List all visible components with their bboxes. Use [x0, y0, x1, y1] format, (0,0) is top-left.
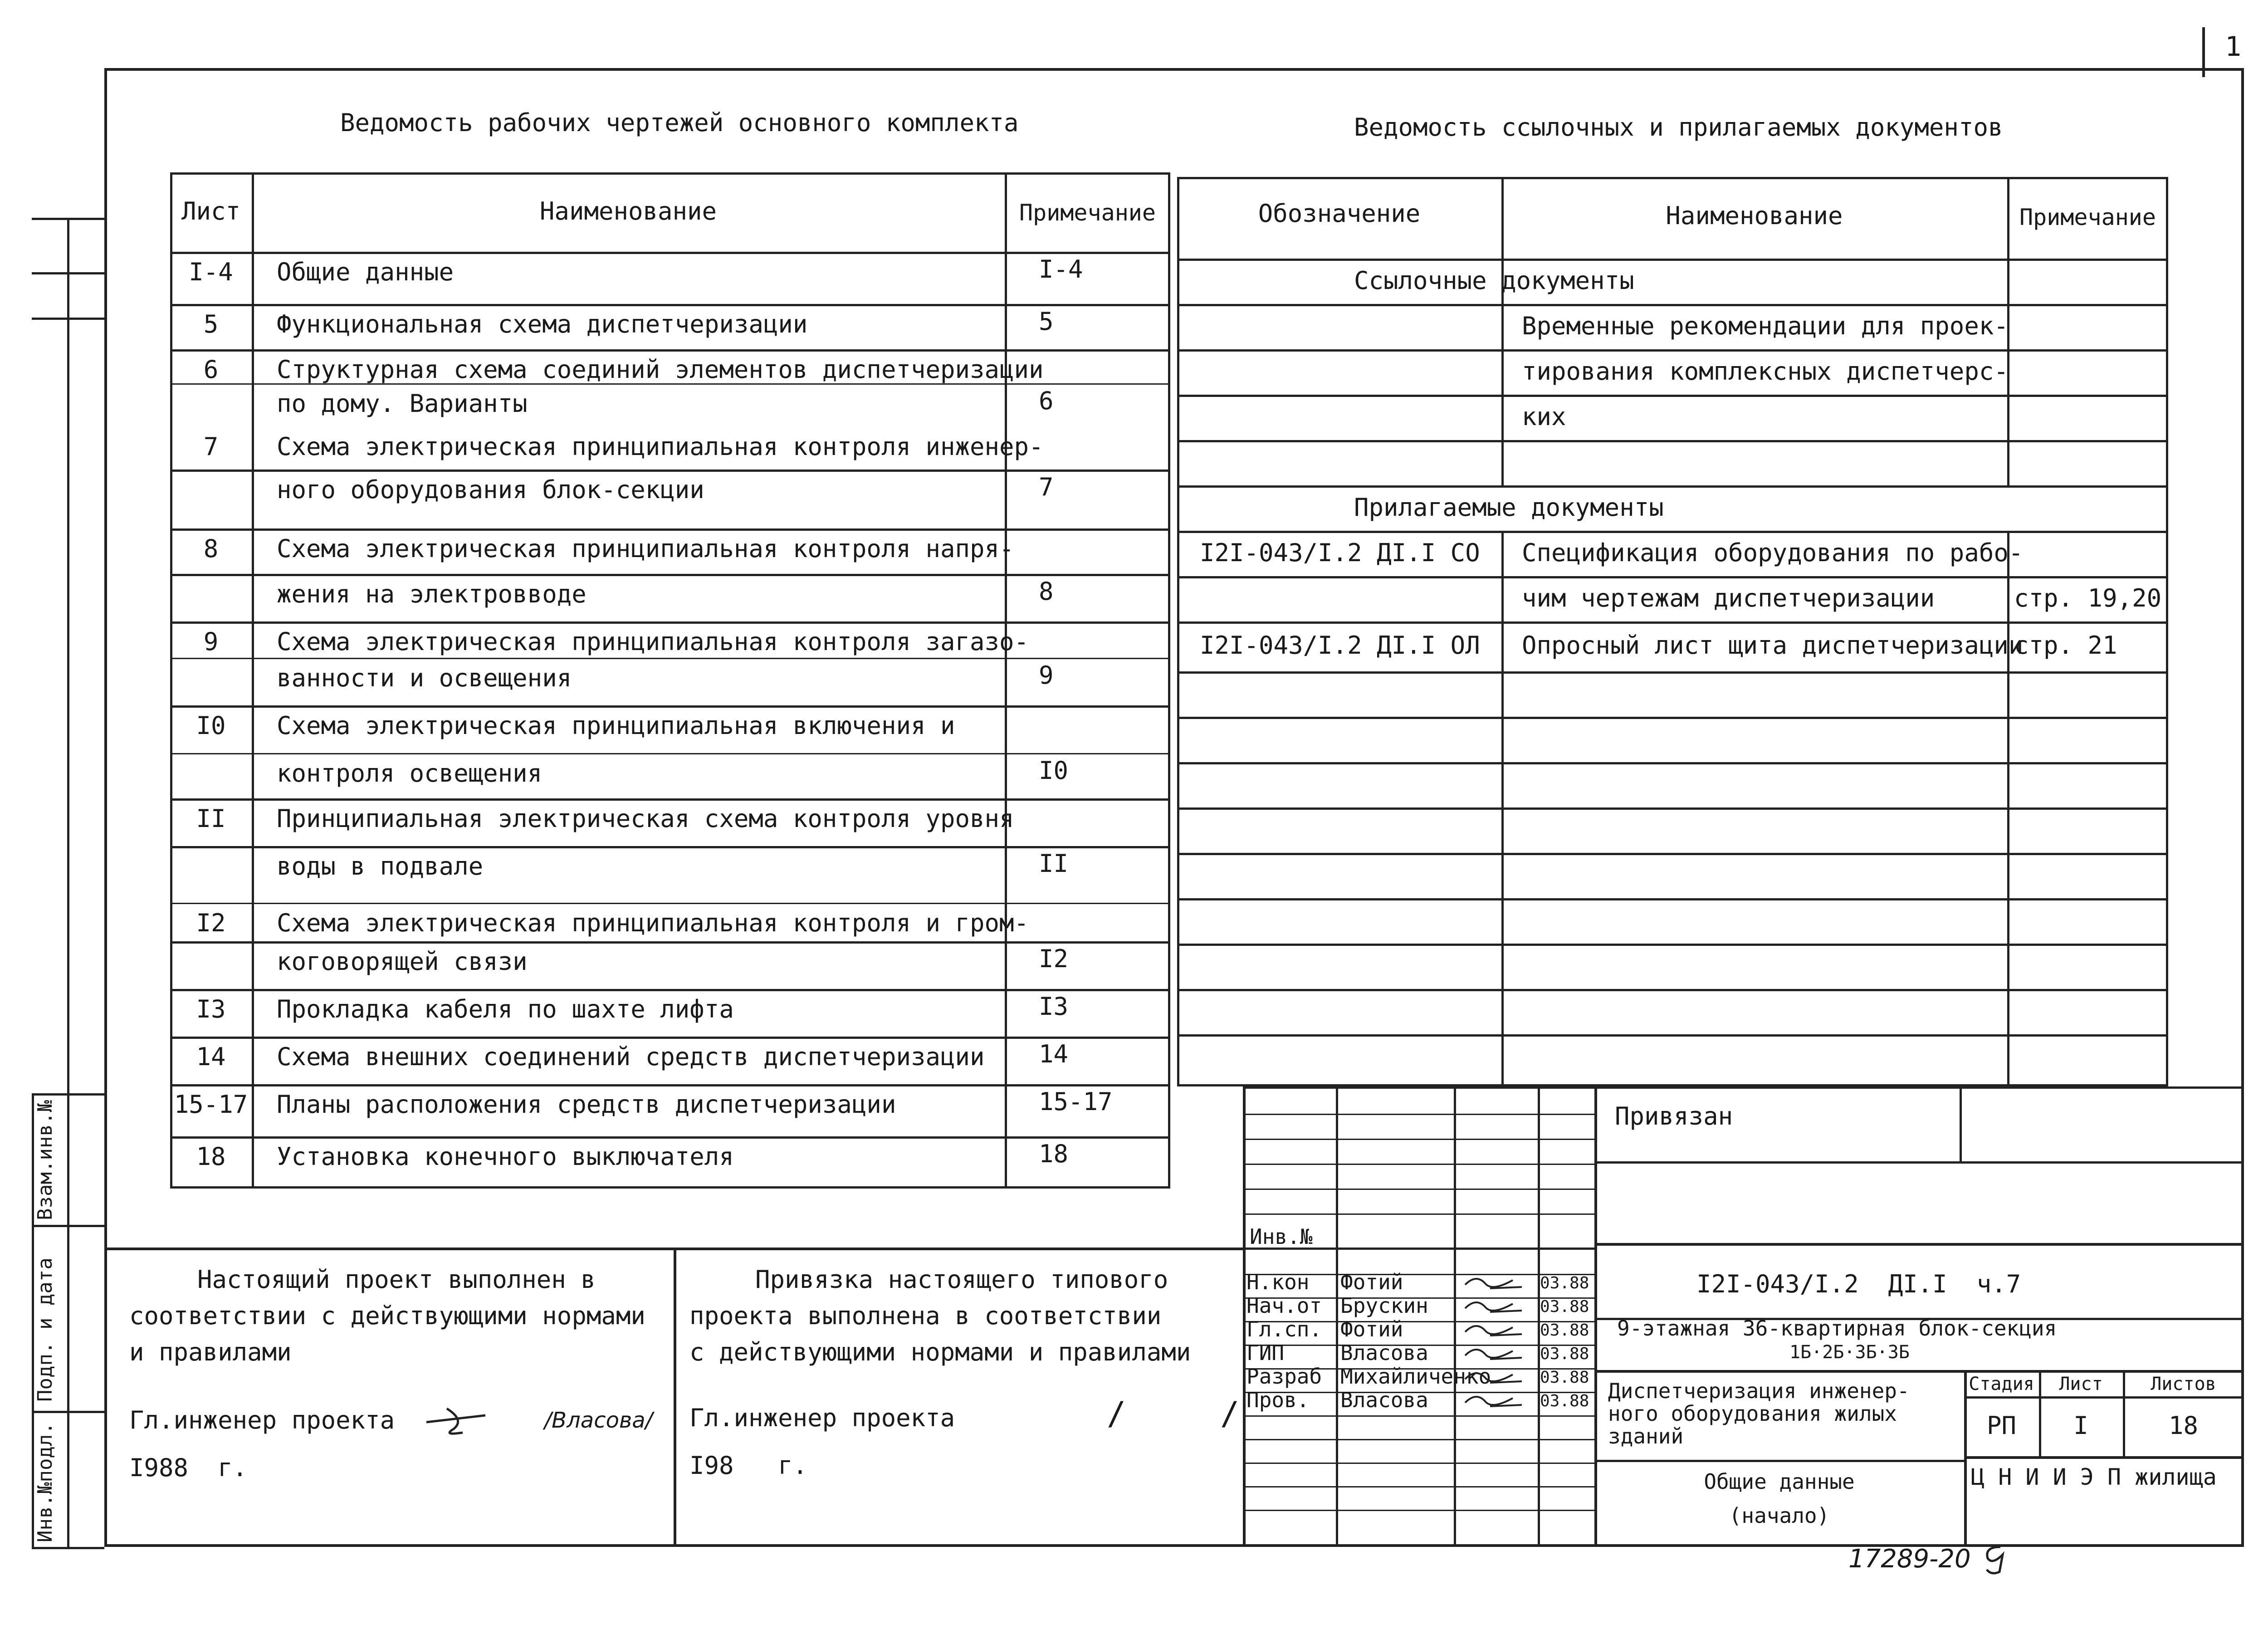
- row-name: Схема электрическая принципиальная контроля и гром-: [277, 909, 1029, 937]
- row-name: ванности и освещения: [277, 664, 572, 692]
- row-sheet: I0: [196, 711, 226, 740]
- signature-name: Фотий: [1340, 1317, 1403, 1341]
- stamp-signature: [1978, 1540, 2014, 1581]
- row-name: жения на электровводе: [277, 580, 587, 608]
- ref-name: Временные рекомендации для проек-: [1522, 312, 2009, 340]
- handwritten-signature: [1458, 1342, 1531, 1365]
- row-name: по дому. Варианты: [277, 389, 528, 418]
- signature-name: Власова: [1340, 1388, 1428, 1412]
- signature-date: 03.88: [1540, 1368, 1589, 1387]
- signature-name: Фотий: [1340, 1270, 1403, 1294]
- statement-line-1: Настоящий проект выполнен в: [197, 1265, 596, 1294]
- privyazan-label: Привязан: [1615, 1102, 1733, 1130]
- row-note: 14: [1039, 1040, 1069, 1068]
- sheets-label: Листов: [2151, 1374, 2216, 1394]
- project-desc-2: ного оборудования жилых: [1608, 1401, 1897, 1426]
- row-note: I-4: [1039, 255, 1083, 284]
- sheets-value: 18: [2168, 1411, 2199, 1440]
- row-note: 15-17: [1039, 1087, 1113, 1116]
- signature-date: 03.88: [1540, 1392, 1589, 1410]
- att-name: Опросный лист щита диспетчеризации: [1522, 631, 2024, 660]
- sheet-value: I: [2073, 1411, 2088, 1440]
- signature-name: Михайличенко: [1340, 1364, 1491, 1389]
- row-sheet: I3: [196, 995, 226, 1023]
- statement-line-3: и правилами: [129, 1338, 292, 1366]
- document-code: I2I-043/I.2 ДI.I ч.7: [1696, 1270, 2021, 1298]
- row-name: ного оборудования блок-секции: [277, 475, 704, 504]
- left-table-title: Ведомость рабочих чертежей основного комплекта: [340, 108, 1019, 137]
- left-col-sheet: Лист: [181, 197, 241, 225]
- row-name: Схема электрическая принципиальная включения и: [277, 711, 955, 740]
- row-sheet: I2: [196, 909, 226, 937]
- att-designation: I2I-043/I.2 ДI.I СО: [1200, 538, 1480, 567]
- stage-label: Стадия: [1969, 1374, 2034, 1394]
- chief-engineer-name: /Власова/: [544, 1408, 653, 1433]
- binding-year: I98 г.: [689, 1451, 808, 1480]
- att-name: Спецификация оборудования по рабо-: [1522, 538, 2024, 567]
- right-col-designation: Обозначение: [1258, 199, 1421, 228]
- row-name: контроля освещения: [277, 759, 543, 788]
- signature-date: 03.88: [1540, 1321, 1589, 1340]
- signature-role: Разраб: [1246, 1364, 1322, 1389]
- row-note: 18: [1039, 1140, 1069, 1168]
- row-sheet: II: [196, 804, 226, 833]
- row-note: I2: [1039, 944, 1069, 973]
- right-table-title: Ведомость ссылочных и прилагаемых документов: [1354, 113, 2003, 142]
- inv-label: Инв.№подл.: [34, 1422, 57, 1542]
- stage-value: РП: [1986, 1411, 2017, 1440]
- podp-label: Подп. и дата: [34, 1257, 57, 1402]
- row-name: Планы расположения средств диспетчеризации: [277, 1090, 896, 1119]
- stamp-number: 17289-20: [1848, 1544, 1971, 1574]
- section-reference-docs: Ссылочные документы: [1354, 266, 1634, 295]
- building-series: 1Б·2Б·3Б·3Б: [1789, 1342, 1910, 1363]
- att-note: стр. 21: [2014, 631, 2117, 660]
- project-desc-3: зданий: [1608, 1424, 1684, 1448]
- att-note: стр. 19,20: [2014, 584, 2162, 612]
- binding-line-3: с действующими нормами и правилами: [689, 1338, 1191, 1366]
- binding-line-1: Привязка настоящего типового: [755, 1265, 1168, 1294]
- project-desc-1: Диспетчеризация инженер-: [1608, 1379, 1910, 1403]
- row-sheet: 18: [196, 1142, 226, 1171]
- signature-role: Гл.сп.: [1246, 1317, 1322, 1341]
- row-note: 8: [1039, 577, 1054, 606]
- row-name: Функциональная схема диспетчеризации: [277, 310, 808, 338]
- row-note: 5: [1039, 307, 1054, 336]
- row-name: воды в подвале: [277, 852, 484, 881]
- att-designation: I2I-043/I.2 ДI.I ОЛ: [1200, 631, 1480, 660]
- row-sheet: 15-17: [174, 1090, 248, 1119]
- signature-role: Пров.: [1246, 1388, 1310, 1412]
- row-name: Общие данные: [277, 258, 454, 286]
- statement-line-2: соответствии с действующими нормами: [129, 1301, 645, 1330]
- row-sheet: 14: [196, 1042, 226, 1071]
- signature-date: 03.88: [1540, 1297, 1589, 1316]
- ref-name: тирования комплексных диспетчерс-: [1522, 357, 2009, 386]
- row-sheet: I-4: [189, 258, 233, 286]
- row-name: Установка конечного выключателя: [277, 1142, 734, 1171]
- row-sheet: 6: [203, 355, 219, 384]
- row-name: Прокладка кабеля по шахте лифта: [277, 995, 734, 1023]
- row-name: Схема электрическая принципиальная контроля загазо-: [277, 627, 1029, 656]
- sheet-title-1: Общие данные: [1704, 1469, 1855, 1494]
- row-sheet: 8: [203, 534, 219, 563]
- binding-slash-2: /: [1220, 1395, 1240, 1432]
- signature-date: 03.88: [1540, 1345, 1589, 1363]
- handwritten-signature: [1458, 1365, 1531, 1388]
- organization: Ц Н И И Э П жилища: [1971, 1464, 2217, 1490]
- left-col-note: Примечание: [1019, 200, 1156, 226]
- handwritten-signature: [1458, 1271, 1531, 1294]
- row-sheet: 9: [203, 627, 219, 656]
- handwritten-signature: [1458, 1295, 1531, 1317]
- row-note: I3: [1039, 992, 1069, 1021]
- row-name: Принципиальная электрическая схема контроля уровня: [277, 804, 1014, 833]
- chief-engineer-signature: [422, 1402, 490, 1438]
- row-note: II: [1039, 849, 1069, 878]
- handwritten-signature: [1458, 1318, 1531, 1341]
- ref-name: ких: [1522, 402, 1566, 431]
- sheet-number: 1: [2225, 31, 2242, 63]
- row-note: I0: [1039, 756, 1069, 785]
- signature-date: 03.88: [1540, 1274, 1589, 1292]
- right-col-note: Примечание: [2019, 204, 2156, 230]
- vzam-label: Взам.инв.№: [34, 1100, 57, 1220]
- row-sheet: 7: [203, 432, 219, 461]
- signature-role: Нач.от: [1246, 1293, 1322, 1318]
- binding-slash-1: /: [1107, 1395, 1126, 1432]
- sheet-title-2: (начало): [1729, 1503, 1830, 1528]
- row-note: 7: [1039, 473, 1054, 501]
- row-name: Структурная схема соединий элементов диспетчеризации: [277, 355, 1044, 384]
- section-attached-docs: Прилагаемые документы: [1354, 493, 1664, 522]
- binding-line-2: проекта выполнена в соответствии: [689, 1301, 1162, 1330]
- inv-number-label: Инв.№: [1250, 1224, 1313, 1249]
- signature-name: Власова: [1340, 1341, 1428, 1365]
- att-name: чим чертежам диспетчеризации: [1522, 584, 1935, 612]
- row-name: Схема внешних соединений средств диспетчеризации: [277, 1042, 985, 1071]
- sheet-label: Лист: [2059, 1374, 2103, 1394]
- project-year: I988 г.: [129, 1453, 248, 1482]
- row-note: 9: [1039, 661, 1054, 690]
- row-name: коговорящей связи: [277, 947, 528, 976]
- row-name: Схема электрическая принципиальная контроля инженер-: [277, 432, 1044, 461]
- chief-engineer-label: Гл.инженер проекта: [129, 1406, 395, 1434]
- signature-role: ГИП: [1246, 1341, 1285, 1365]
- row-name: Схема электрическая принципиальная контроля напря-: [277, 534, 1014, 563]
- handwritten-signature: [1458, 1389, 1531, 1412]
- left-col-name: Наименование: [539, 197, 717, 225]
- row-note: 6: [1039, 387, 1054, 415]
- building-description: 9-этажная 36-квартирная блок-секция: [1617, 1316, 2057, 1341]
- signature-name: Брускин: [1340, 1293, 1428, 1318]
- signature-role: Н.кон: [1246, 1270, 1310, 1294]
- row-sheet: 5: [203, 310, 219, 338]
- binding-engineer-label: Гл.инженер проекта: [689, 1404, 955, 1432]
- right-col-name: Наименование: [1666, 201, 1843, 230]
